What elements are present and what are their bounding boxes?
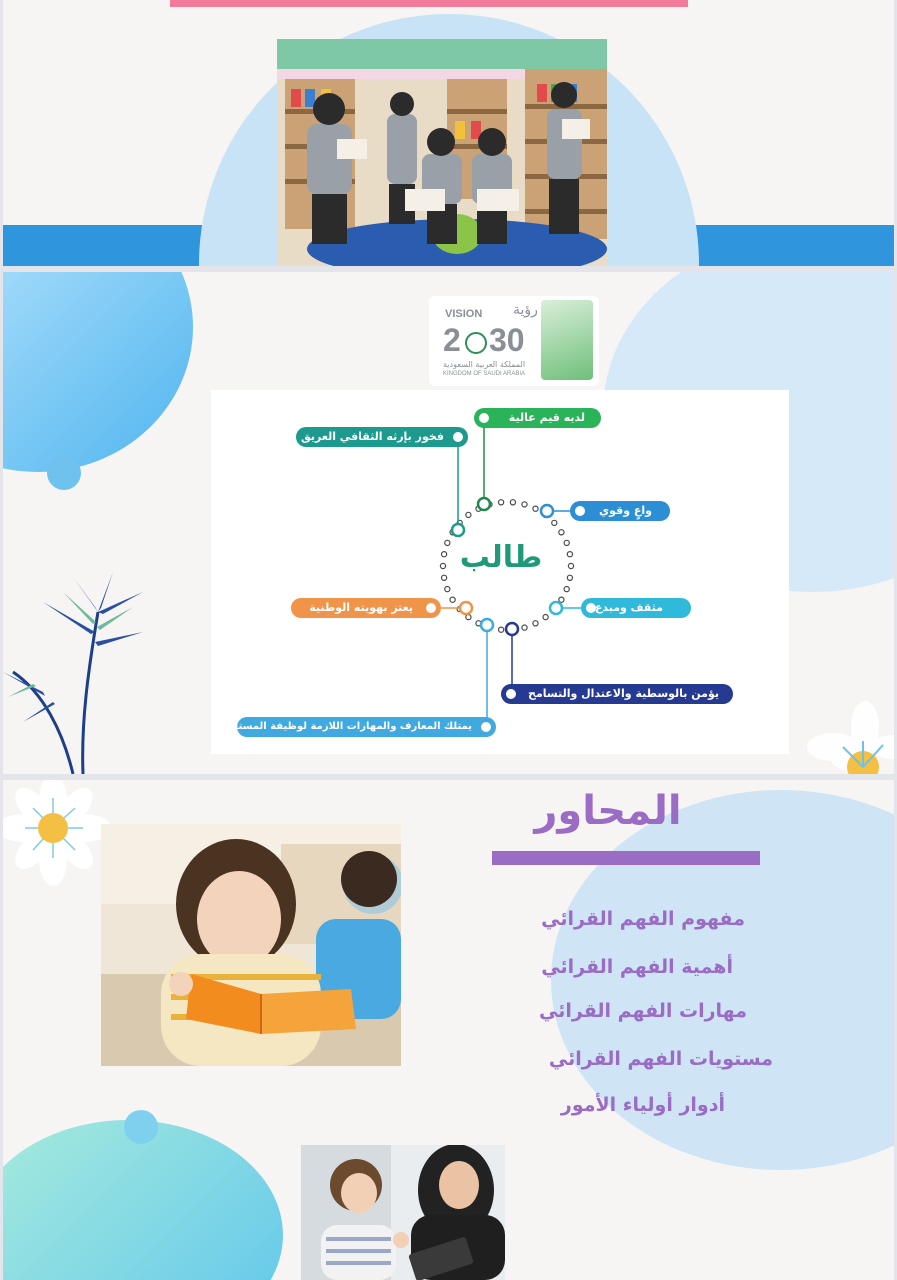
slide-library [3,0,894,266]
ring-dot [568,563,573,568]
vision-arabic: رؤية [513,302,538,318]
vision-emblem [465,332,487,354]
slide-axes [3,780,894,1280]
ring-dot [442,552,447,557]
ring-dot [466,615,471,620]
ring-dot [445,587,450,592]
vision-kingdom-en: KINGDOM OF SAUDI ARABIA [443,371,526,377]
vision-kingdom-ar: المملكة العربية السعودية [443,360,526,369]
axis-item-3: مهارات الفهم القرائي [539,1000,747,1022]
axis-item-4: مستويات الفهم القرائي [548,1048,773,1070]
ring-dot [522,502,527,507]
blob-topleft [3,272,193,472]
ring-dot [559,530,564,535]
axis-item-2: أهمية الفهم القرائي [541,956,733,978]
library-photo [277,39,607,266]
ring-dot [442,575,447,580]
ring-dot [533,506,538,511]
axis-item-1: مفهوم الفهم القرائي [541,908,745,930]
pink-bar [170,0,688,7]
mother-child-photo [301,1145,505,1280]
ring-dot [510,500,515,505]
vision-2030-logo [429,296,599,386]
ring-dot [567,552,572,557]
ring-dot [499,627,504,632]
slide-vision [3,272,894,774]
trait-cultured: مثقف ومبدع [581,598,691,618]
student-mindmap [211,390,789,754]
ring-dot [499,500,504,505]
ring-dot [450,597,455,602]
trait-heritage: فخور بإرثه الثقافي العريق [296,427,468,447]
ring-dot [445,540,450,545]
axis-item-5: أدوار أولياء الأمور [560,1094,725,1116]
ring-dot [567,575,572,580]
mindmap-center: طالب [459,540,543,575]
axes-list [423,908,773,1128]
ring-dot [559,597,564,602]
girl-reading-photo [101,824,401,1066]
vision-word: VISION [445,308,483,320]
trait-identity: يعتز بهويته الوطنية [291,598,441,618]
blob-small [47,456,81,490]
ring-dot [533,621,538,626]
ring-dot [466,512,471,517]
trait-skills: يمتلك المعارف والمهارات اللازمة لوظيفة المستقبل [237,717,496,737]
ring-dot [564,540,569,545]
palm-leaves [3,572,153,774]
ring-dot [440,563,445,568]
trait-values: لديه قيم عالية [474,408,601,428]
flower-right [793,697,894,774]
axes-title: المحاور [534,788,682,834]
blob-bottomleft [3,1120,283,1280]
trait-moderation: يؤمن بالوسطية والاعتدال والتسامح [501,684,733,704]
blob-small-dot [124,1110,158,1144]
ring-dot [564,587,569,592]
ring-dot [522,625,527,630]
ring-dot [552,520,557,525]
ring-dot [543,615,548,620]
trait-aware: واعٍ وقوي [570,501,670,521]
vision-year-right: 30 [489,322,525,358]
title-underline [492,851,760,865]
vision-year-left: 2 [443,322,461,358]
